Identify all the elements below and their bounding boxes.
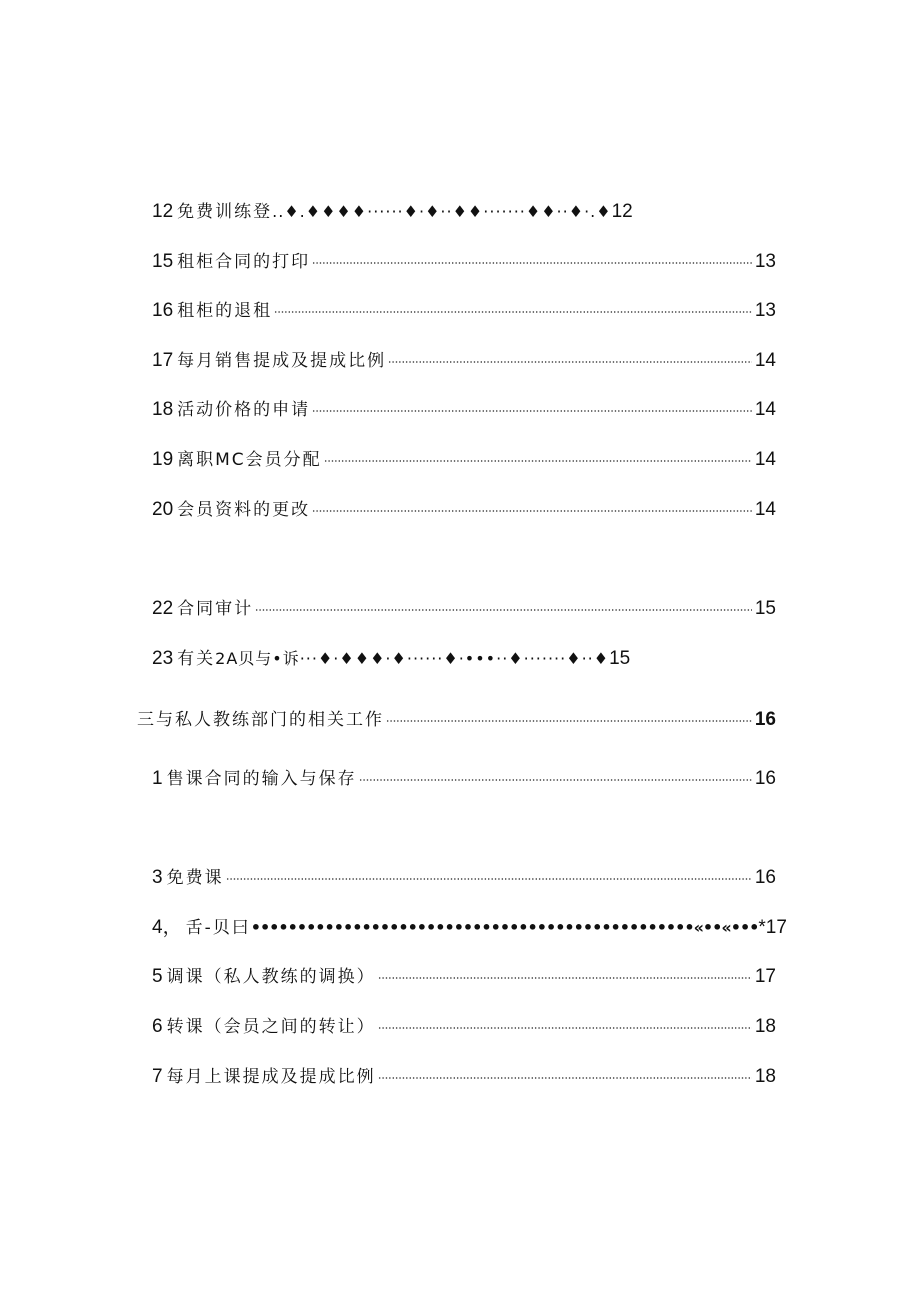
toc-entry: [152, 396, 776, 424]
toc-entry-title: 租柜的退租: [177, 301, 273, 321]
toc-entry-page: 16: [754, 768, 776, 789]
toc-entry: [152, 914, 787, 942]
toc-entry-page: 15: [609, 648, 631, 669]
toc-entry-garbled-leader: ••••••••••••••••••••••••••••••••••••••••••••••••«••«•••: [250, 918, 759, 937]
toc-entry-number: 3: [152, 867, 163, 888]
toc-entry-page: 17: [754, 966, 776, 987]
toc-entry-page: 14: [754, 499, 776, 520]
toc-entry-title: 每月销售提成及提成比例: [177, 351, 387, 371]
toc-entry: [152, 446, 776, 474]
toc-entry-number: 1: [152, 768, 163, 789]
toc-entry-number: 18: [152, 399, 174, 420]
toc-entry-number: 7: [152, 1066, 163, 1087]
toc-section-heading: [137, 706, 776, 734]
toc-dot-leader: [226, 878, 752, 880]
toc-entry: [152, 248, 776, 276]
toc-entry-number: 23: [152, 648, 174, 669]
toc-entry: [152, 1013, 776, 1041]
toc-dot-leader: [324, 460, 752, 462]
toc-entry-number: 15: [152, 251, 174, 272]
toc-dot-leader: [274, 311, 752, 313]
toc-dot-leader: [388, 361, 752, 363]
toc-entry: [152, 1063, 776, 1091]
toc-entry-title: 舌-贝曰: [185, 918, 251, 938]
toc-entry-title: 有关: [177, 649, 216, 669]
toc-entry-page: 14: [754, 350, 776, 371]
toc-entry-title: 离职MC会员分配: [177, 450, 322, 470]
toc-entry: [152, 864, 776, 892]
toc-entry-number: 20: [152, 499, 174, 520]
toc-entry-title: 合同审计: [177, 599, 254, 619]
toc-dot-leader: [378, 1027, 752, 1029]
toc-dot-leader: [312, 410, 752, 412]
toc-entry-garbled-leader: 2A贝与•诉···♦·♦♦♦·♦······♦·•••··♦·······♦··♦: [215, 649, 610, 668]
toc-entry-page: 13: [754, 251, 776, 272]
toc-entry-title: 租柜合同的打印: [177, 252, 311, 272]
toc-entry: [152, 765, 776, 793]
toc-entry-page: 13: [754, 300, 776, 321]
toc-entry-title: 转课（会员之间的转让）: [166, 1017, 376, 1037]
toc-entry-garbled-leader: ..♦.♦♦♦♦······♦·♦··♦♦·······♦♦··♦·.♦: [272, 202, 612, 221]
toc-entry-title: 调课（私人教练的调换）: [166, 967, 376, 987]
toc-dot-leader: [386, 720, 752, 722]
toc-entry: [152, 595, 776, 623]
toc-entry: [152, 963, 776, 991]
toc-entry-page: 14: [754, 399, 776, 420]
toc-entry-page: 18: [754, 1016, 776, 1037]
toc-entry-number: 19: [152, 449, 174, 470]
toc-entry: [152, 347, 776, 375]
toc-entry-title: 免费训练登: [177, 202, 273, 222]
toc-dot-leader: [359, 779, 752, 781]
toc-entry-number: 17: [152, 350, 174, 371]
toc-dot-leader: [312, 262, 752, 264]
toc-dot-leader: [255, 609, 752, 611]
toc-dot-leader: [378, 977, 752, 979]
toc-entry-title: 免费课: [166, 868, 224, 888]
toc-dot-leader: [312, 510, 752, 512]
toc-entry-title: 每月上课提成及提成比例: [166, 1067, 376, 1087]
toc-entry-page: 16: [754, 867, 776, 888]
toc-entry-page: 15: [754, 598, 776, 619]
toc-dot-leader: [378, 1077, 752, 1079]
toc-section-title: 三与私人教练部门的相关工作: [137, 710, 384, 730]
toc-entry-number: 22: [152, 598, 174, 619]
toc-entry-page: *17: [758, 917, 787, 938]
toc-entry-number: 4，: [152, 917, 182, 938]
toc-entry-title: 售课合同的输入与保存: [166, 769, 357, 789]
toc-entry-title: 会员资料的更改: [177, 500, 311, 520]
toc-entry-title: 活动价格的申请: [177, 400, 311, 420]
toc-entry-number: 12: [152, 201, 174, 222]
toc-entry: [152, 645, 776, 673]
toc-entry: [152, 297, 776, 325]
toc-entry: [152, 198, 776, 226]
toc-entry-number: 16: [152, 300, 174, 321]
toc-section-page: 16: [754, 709, 776, 730]
toc-entry-number: 6: [152, 1016, 163, 1037]
toc-entry-page: 18: [754, 1066, 776, 1087]
toc-entry-page: 12: [611, 201, 633, 222]
toc-entry-number: 5: [152, 966, 163, 987]
toc-entry-page: 14: [754, 449, 776, 470]
toc-entry: [152, 496, 776, 524]
